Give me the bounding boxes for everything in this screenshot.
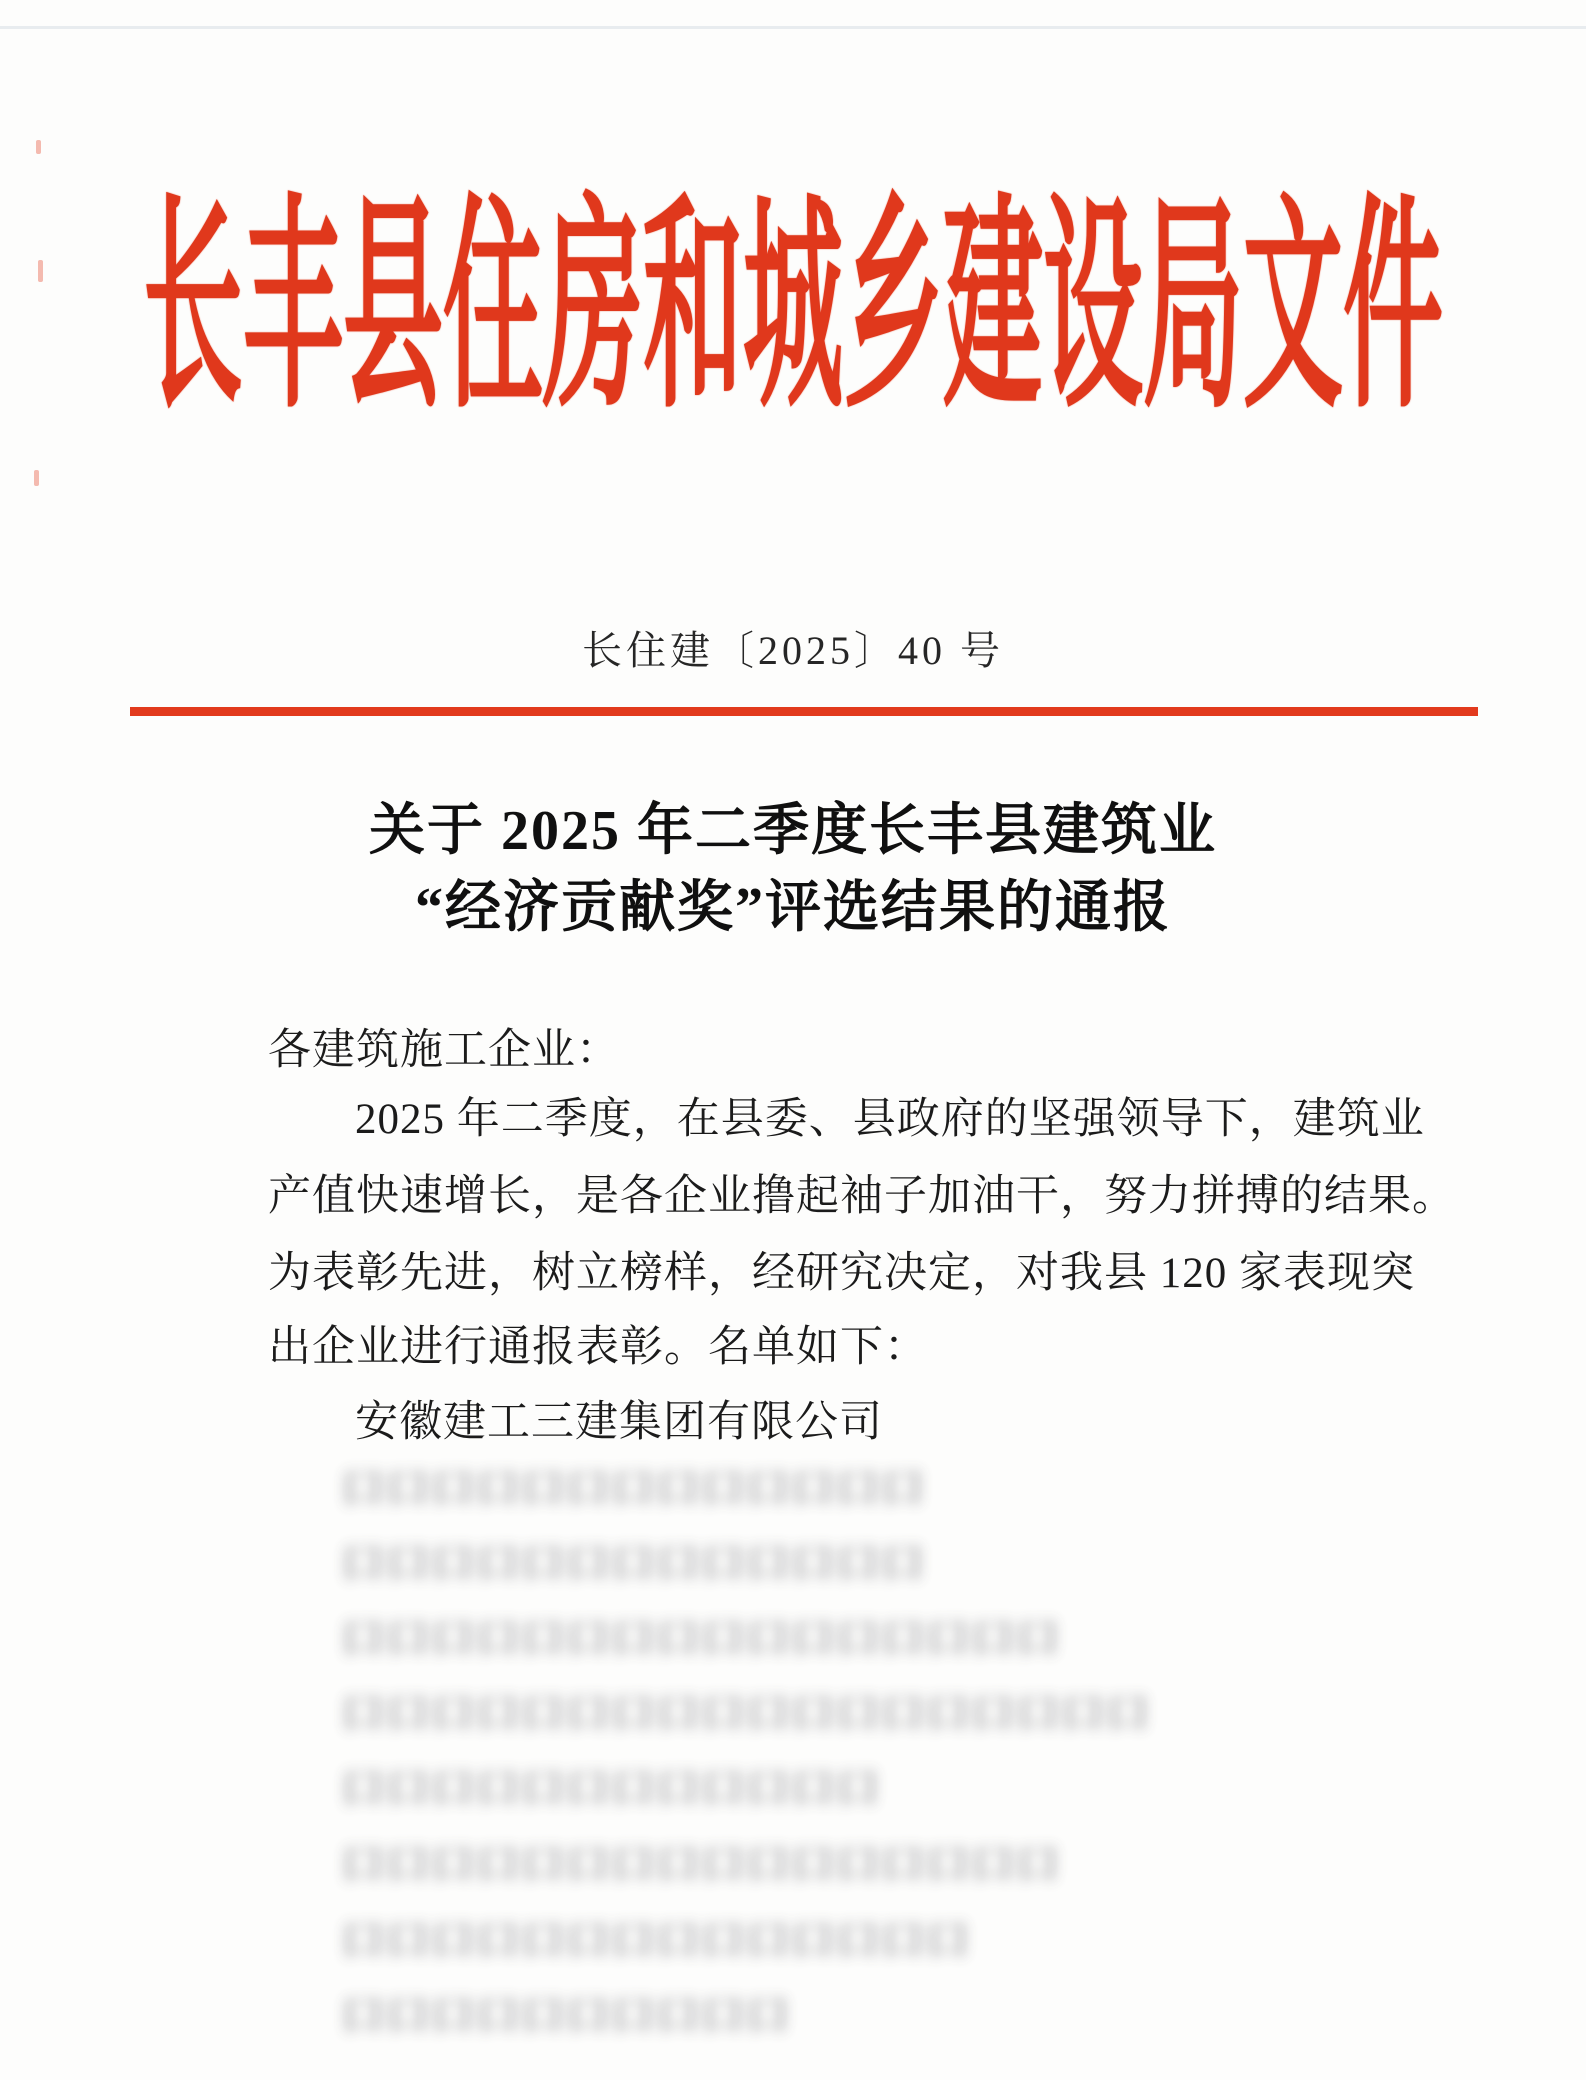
paragraph-line: 产值快速增长，是各企业撸起袖子加油干，努力拼搏的结果。	[268, 1173, 1456, 1220]
company-list-item-redacted: 口口口口口口口口口口口口	[341, 1766, 881, 1813]
agency-masthead-text: 长丰县住房和城乡建设局文件	[143, 182, 1443, 436]
scan-artifact-speck	[36, 140, 41, 154]
salutation-line: 各建筑施工企业：	[268, 1027, 620, 1074]
scan-artifact-speck	[34, 470, 39, 486]
company-list-item-redacted: 口口口口口口口口口口	[341, 1993, 791, 2040]
paragraph-line: 2025 年二季度，在县委、县政府的坚强领导下，建筑业	[355, 1096, 1425, 1143]
company-list-item-redacted: 口口口口口口口口口口口口口口口口	[341, 1616, 1061, 1663]
company-list-item-redacted: 口口口口口口口口口口口口口	[341, 1466, 926, 1513]
document-title	[0, 793, 1586, 947]
company-list-item-redacted: 口口口口口口口口口口口口口口口口口口	[341, 1691, 1151, 1738]
company-list-item: 安徽建工三建集团有限公司	[355, 1399, 883, 1446]
masthead-divider-line	[130, 707, 1478, 716]
paragraph-line: 出企业进行通报表彰。名单如下：	[268, 1324, 928, 1371]
paragraph-line: 为表彰先进，树立榜样，经研究决定，对我县 120 家表现突	[268, 1250, 1415, 1297]
document-title-line2: “经济贡献奖”评选结果的通报	[415, 877, 1171, 939]
document-number: 长住建〔2025〕40 号	[582, 628, 1004, 673]
scan-artifact-top-streak	[0, 26, 1586, 29]
document-title-line1: 关于 2025 年二季度长丰县建筑业	[369, 800, 1217, 862]
agency-masthead	[0, 182, 1586, 436]
company-list-item-redacted: 口口口口口口口口口口口口口口	[341, 1918, 971, 1965]
company-list-item-redacted: 口口口口口口口口口口口口口	[341, 1541, 926, 1588]
company-list-item-redacted: 口口口口口口口口口口口口口口口口	[341, 1842, 1061, 1889]
